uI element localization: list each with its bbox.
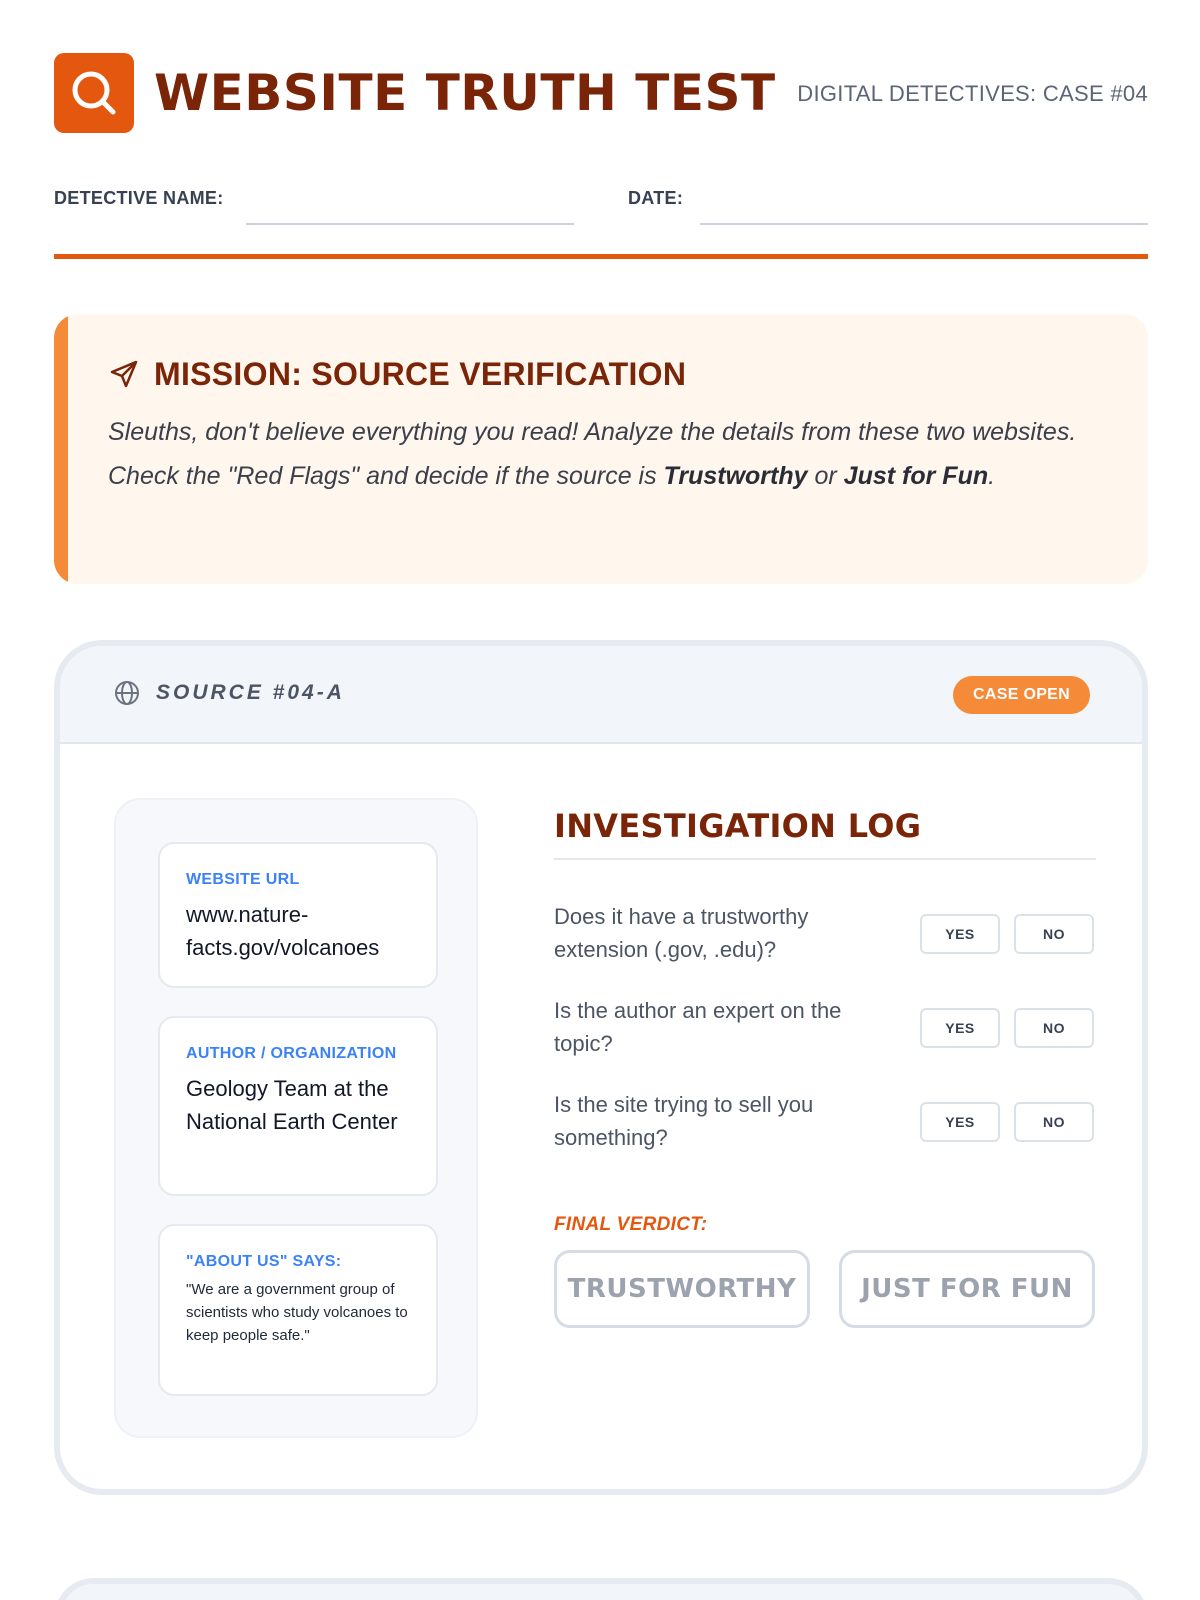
mission-end: . <box>988 462 996 490</box>
about-box <box>158 1224 438 1396</box>
question-row <box>554 994 1096 1064</box>
search-icon <box>68 67 120 119</box>
about-value: "We are a government group of scientists who study volcanoes to keep people safe." <box>186 1281 408 1344</box>
next-source-card <box>54 1578 1148 1600</box>
source-details-panel <box>114 798 478 1438</box>
source-card <box>54 640 1148 1495</box>
question-text: Does it have a trustworthy extension (.gov, .edu)? <box>554 904 809 962</box>
source-label <box>114 680 345 706</box>
source-card-header <box>60 646 1142 744</box>
mission-title: MISSION: SOURCE VERIFICATION <box>154 355 687 392</box>
date-field[interactable] <box>700 223 1148 225</box>
mission-just-for-fun: Just for Fun <box>843 462 989 490</box>
header-divider <box>54 254 1148 259</box>
no-button[interactable]: NO <box>1014 914 1094 954</box>
yes-button[interactable]: YES <box>920 914 1000 954</box>
mission-or: or <box>807 462 844 490</box>
no-button[interactable]: NO <box>1014 1008 1094 1048</box>
author-box <box>158 1016 438 1196</box>
question-row <box>554 1088 1096 1158</box>
page-title: WEBSITE TRUTH TEST <box>154 64 776 122</box>
mission-heading <box>108 356 686 392</box>
mission-text-main: Sleuths, don't believe everything you read! Analyze the details from these two websites. Check the "Red Flags" and decide if the source is <box>108 418 1077 490</box>
page-header <box>54 53 1148 135</box>
yes-button[interactable]: YES <box>920 1008 1000 1048</box>
author-label: AUTHOR / ORGANIZATION <box>186 1045 397 1062</box>
trustworthy-button[interactable]: TRUSTWORTHY <box>554 1250 810 1328</box>
question-row <box>554 900 1096 970</box>
detective-name-field[interactable] <box>246 223 574 225</box>
investigation-log-title: INVESTIGATION LOG <box>554 807 922 845</box>
url-value: www.nature-facts.gov/volcanoes <box>186 902 380 960</box>
mission-box <box>54 314 1148 584</box>
source-id: SOURCE #04-A <box>156 681 345 704</box>
send-icon <box>108 358 140 390</box>
just-for-fun-button[interactable]: JUST FOR FUN <box>839 1250 1095 1328</box>
detective-info-row <box>54 186 1148 226</box>
globe-icon <box>114 680 140 706</box>
mission-description <box>108 410 1118 498</box>
question-text: Is the author an expert on the topic? <box>554 998 842 1056</box>
log-divider <box>554 858 1096 860</box>
case-label: DIGITAL DETECTIVES: CASE #04 <box>797 81 1148 106</box>
detective-name-label: DETECTIVE NAME: <box>54 188 224 208</box>
author-value: Geology Team at the National Earth Center <box>186 1076 398 1134</box>
final-verdict-label: FINAL VERDICT: <box>554 1214 708 1235</box>
mission-trustworthy: Trustworthy <box>663 462 808 490</box>
url-box <box>158 842 438 988</box>
about-label: "ABOUT US" SAYS: <box>186 1253 342 1270</box>
no-button[interactable]: NO <box>1014 1102 1094 1142</box>
mission-accent-bar <box>54 314 68 584</box>
url-label: WEBSITE URL <box>186 871 300 888</box>
logo <box>54 53 134 133</box>
question-text: Is the site trying to sell you something? <box>554 1092 814 1150</box>
status-badge: CASE OPEN <box>953 676 1090 714</box>
yes-button[interactable]: YES <box>920 1102 1000 1142</box>
date-label: DATE: <box>628 188 684 208</box>
